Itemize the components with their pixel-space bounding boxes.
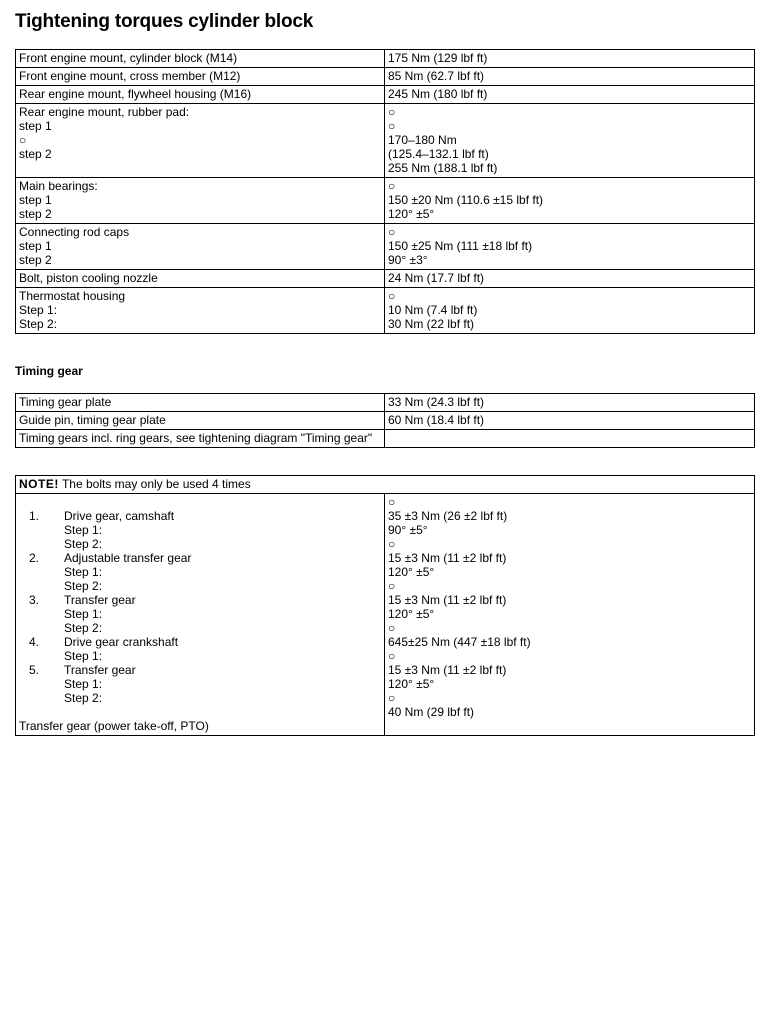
bolt-torque-value: ○ bbox=[388, 691, 396, 705]
torque-item-line: Rear engine mount, rubber pad: bbox=[19, 105, 190, 119]
bolt-torque-value: ○ bbox=[388, 537, 396, 551]
bolt-torque-value: ○ bbox=[388, 495, 396, 509]
torque-item-line: Front engine mount, cylinder block (M14) bbox=[19, 51, 238, 65]
timing-item-cell: Timing gears incl. ring gears, see tightening diagram "Timing gear" bbox=[16, 430, 385, 448]
torque-value-line: 24 Nm (17.7 lbf ft) bbox=[388, 271, 485, 285]
timing-gear-torque-table bbox=[15, 393, 755, 448]
bolt-torque-value: ○ bbox=[388, 579, 396, 593]
bolt-torque-value: 15 ±3 Nm (11 ±2 lbf ft) bbox=[388, 663, 507, 677]
torque-item-line: Bolt, piston cooling nozzle bbox=[19, 271, 158, 285]
bolt-step-line bbox=[19, 537, 381, 551]
torque-value-cell bbox=[385, 68, 755, 86]
bolt-step-text: Step 1: bbox=[64, 677, 103, 691]
bolt-step-line bbox=[19, 691, 381, 705]
bolt-torque-value: ○ bbox=[388, 649, 396, 663]
torque-row bbox=[16, 50, 755, 68]
torque-item-cell bbox=[16, 68, 385, 86]
torque-value-line: 175 Nm (129 lbf ft) bbox=[388, 51, 488, 65]
bolt-step-line bbox=[19, 551, 381, 565]
torque-item-cell bbox=[16, 270, 385, 288]
bolt-step-text: Drive gear, camshaft bbox=[64, 509, 175, 523]
bolt-torque-value: ○ bbox=[388, 621, 396, 635]
torque-value-line: 170–180 Nm bbox=[388, 133, 457, 147]
bolt-step-line bbox=[19, 705, 381, 719]
torque-row bbox=[16, 270, 755, 288]
timing-gear-bolt-table bbox=[15, 475, 755, 736]
timing-gear-torque-table-body bbox=[16, 394, 755, 448]
timing-gear-heading: Timing gear bbox=[15, 364, 83, 378]
bolt-step-text: Transfer gear (power take-off, PTO) bbox=[19, 719, 209, 733]
torque-value-line: 245 Nm (180 lbf ft) bbox=[388, 87, 488, 101]
timing-value-cell: 60 Nm (18.4 lbf ft) bbox=[385, 412, 755, 430]
timing-row bbox=[16, 412, 755, 430]
bolt-torque-value: 15 ±3 Nm (11 ±2 lbf ft) bbox=[388, 551, 507, 565]
bolt-steps-left-cell bbox=[16, 494, 385, 736]
bolt-step-number: 5. bbox=[29, 663, 40, 677]
note-label: NOTE! bbox=[19, 477, 59, 491]
page-title: Tightening torques cylinder block bbox=[15, 11, 314, 32]
torque-item-line: step 2 bbox=[19, 253, 52, 267]
bolt-step-text: Step 1: bbox=[64, 607, 103, 621]
timing-row bbox=[16, 430, 755, 448]
torque-value-line: 85 Nm (62.7 lbf ft) bbox=[388, 69, 485, 83]
bolt-step-text: Drive gear crankshaft bbox=[64, 635, 179, 649]
bolt-step-line bbox=[19, 649, 381, 663]
timing-item-cell: Guide pin, timing gear plate bbox=[16, 412, 385, 430]
note-text: The bolts may only be used 4 times bbox=[58, 477, 251, 491]
torque-value-cell bbox=[385, 270, 755, 288]
bolt-step-text bbox=[19, 495, 67, 509]
torque-row bbox=[16, 86, 755, 104]
torque-value-line: 150 ±20 Nm (110.6 ±15 lbf ft) bbox=[388, 193, 544, 207]
bolt-step-text: Adjustable transfer gear bbox=[64, 551, 192, 565]
torque-value-line: ○ bbox=[388, 105, 396, 119]
timing-value-cell bbox=[385, 430, 755, 448]
bolt-step-text bbox=[19, 705, 67, 719]
bolt-torque-value: 120° ±5° bbox=[388, 607, 435, 621]
torque-value-line: ○ bbox=[388, 289, 396, 303]
note-cell bbox=[16, 476, 755, 494]
torque-value-line: 150 ±25 Nm (111 ±18 lbf ft) bbox=[388, 239, 533, 253]
bolt-step-text: Step 1: bbox=[64, 565, 103, 579]
bolt-step-line bbox=[19, 565, 381, 579]
torque-item-line: step 1 bbox=[19, 193, 52, 207]
bolt-step-line bbox=[19, 523, 381, 537]
bolt-step-line bbox=[19, 593, 381, 607]
torque-value-cell bbox=[385, 50, 755, 68]
torque-item-cell bbox=[16, 224, 385, 270]
timing-value-cell: 33 Nm (24.3 lbf ft) bbox=[385, 394, 755, 412]
bolt-torque-value: 120° ±5° bbox=[388, 565, 435, 579]
torque-row bbox=[16, 104, 755, 178]
torque-row bbox=[16, 178, 755, 224]
timing-item-cell: Timing gear plate bbox=[16, 394, 385, 412]
bolt-step-number: 2. bbox=[29, 551, 40, 565]
torque-value-line: ○ bbox=[388, 119, 396, 133]
torque-item-line: ○ bbox=[19, 133, 27, 147]
torque-item-line: Step 2: bbox=[19, 317, 58, 331]
torque-value-cell bbox=[385, 288, 755, 334]
bolt-step-line bbox=[19, 607, 381, 621]
bolt-step-number: 1. bbox=[29, 509, 40, 523]
bolt-step-text: Step 2: bbox=[64, 691, 103, 705]
torque-item-cell bbox=[16, 178, 385, 224]
torque-item-line: step 1 bbox=[19, 119, 52, 133]
bolt-step-line bbox=[19, 719, 381, 733]
bolt-step-line bbox=[19, 677, 381, 691]
bolt-step-line bbox=[19, 635, 381, 649]
bolt-step-number: 3. bbox=[29, 593, 40, 607]
bolt-step-line bbox=[19, 621, 381, 635]
cylinder-block-torque-table-body bbox=[16, 50, 755, 334]
bolt-step-text: Transfer gear bbox=[64, 663, 136, 677]
torque-row bbox=[16, 68, 755, 86]
torque-item-cell bbox=[16, 50, 385, 68]
torque-item-line: step 1 bbox=[19, 239, 52, 253]
bolt-step-line bbox=[19, 495, 381, 509]
torque-value-line: ○ bbox=[388, 225, 396, 239]
bolt-torque-value: 90° ±5° bbox=[388, 523, 428, 537]
torque-value-cell bbox=[385, 104, 755, 178]
bolt-torque-value: 40 Nm (29 lbf ft) bbox=[388, 705, 475, 719]
bolt-step-line bbox=[19, 579, 381, 593]
torque-value-line: 120° ±5° bbox=[388, 207, 435, 221]
torque-item-line: Main bearings: bbox=[19, 179, 98, 193]
bolt-step-text: Step 2: bbox=[64, 579, 103, 593]
torque-value-line: 90° ±3° bbox=[388, 253, 428, 267]
torque-row bbox=[16, 224, 755, 270]
bolt-step-line bbox=[19, 663, 381, 677]
bolt-torque-value: 645±25 Nm (447 ±18 lbf ft) bbox=[388, 635, 531, 649]
cylinder-block-torque-table bbox=[15, 49, 755, 334]
torque-value-cell bbox=[385, 224, 755, 270]
torque-item-line: Connecting rod caps bbox=[19, 225, 130, 239]
torque-value-cell bbox=[385, 86, 755, 104]
torque-item-line: Rear engine mount, flywheel housing (M16) bbox=[19, 87, 252, 101]
bolt-steps-right-cell bbox=[385, 494, 755, 736]
bolt-step-text: Step 1: bbox=[64, 523, 103, 537]
bolt-step-line bbox=[19, 509, 381, 523]
bolt-torque-value: 15 ±3 Nm (11 ±2 lbf ft) bbox=[388, 593, 507, 607]
torque-value-cell bbox=[385, 178, 755, 224]
bolt-step-number: 4. bbox=[29, 635, 40, 649]
bolt-torque-value: 35 ±3 Nm (26 ±2 lbf ft) bbox=[388, 509, 508, 523]
bolt-step-text: Step 2: bbox=[64, 621, 103, 635]
torque-value-line: (125.4–132.1 lbf ft) bbox=[388, 147, 489, 161]
torque-row bbox=[16, 288, 755, 334]
torque-item-line: step 2 bbox=[19, 207, 52, 221]
bolt-step-text: Step 1: bbox=[64, 649, 103, 663]
bolt-torque-value: 120° ±5° bbox=[388, 677, 435, 691]
torque-item-line: Step 1: bbox=[19, 303, 58, 317]
note-row bbox=[16, 476, 755, 494]
torque-value-line: 30 Nm (22 lbf ft) bbox=[388, 317, 475, 331]
torque-item-cell bbox=[16, 288, 385, 334]
torque-value-line: 255 Nm (188.1 lbf ft) bbox=[388, 161, 498, 175]
torque-value-line: 10 Nm (7.4 lbf ft) bbox=[388, 303, 478, 317]
bolt-step-text: Transfer gear bbox=[64, 593, 136, 607]
torque-item-line: Front engine mount, cross member (M12) bbox=[19, 69, 241, 83]
torque-value-line: ○ bbox=[388, 179, 396, 193]
torque-item-cell bbox=[16, 86, 385, 104]
bolt-step-text: Step 2: bbox=[64, 537, 103, 551]
torque-item-line: step 2 bbox=[19, 147, 52, 161]
torque-item-line: Thermostat housing bbox=[19, 289, 126, 303]
timing-row bbox=[16, 394, 755, 412]
torque-item-cell bbox=[16, 104, 385, 178]
bolt-steps-row bbox=[16, 494, 755, 736]
